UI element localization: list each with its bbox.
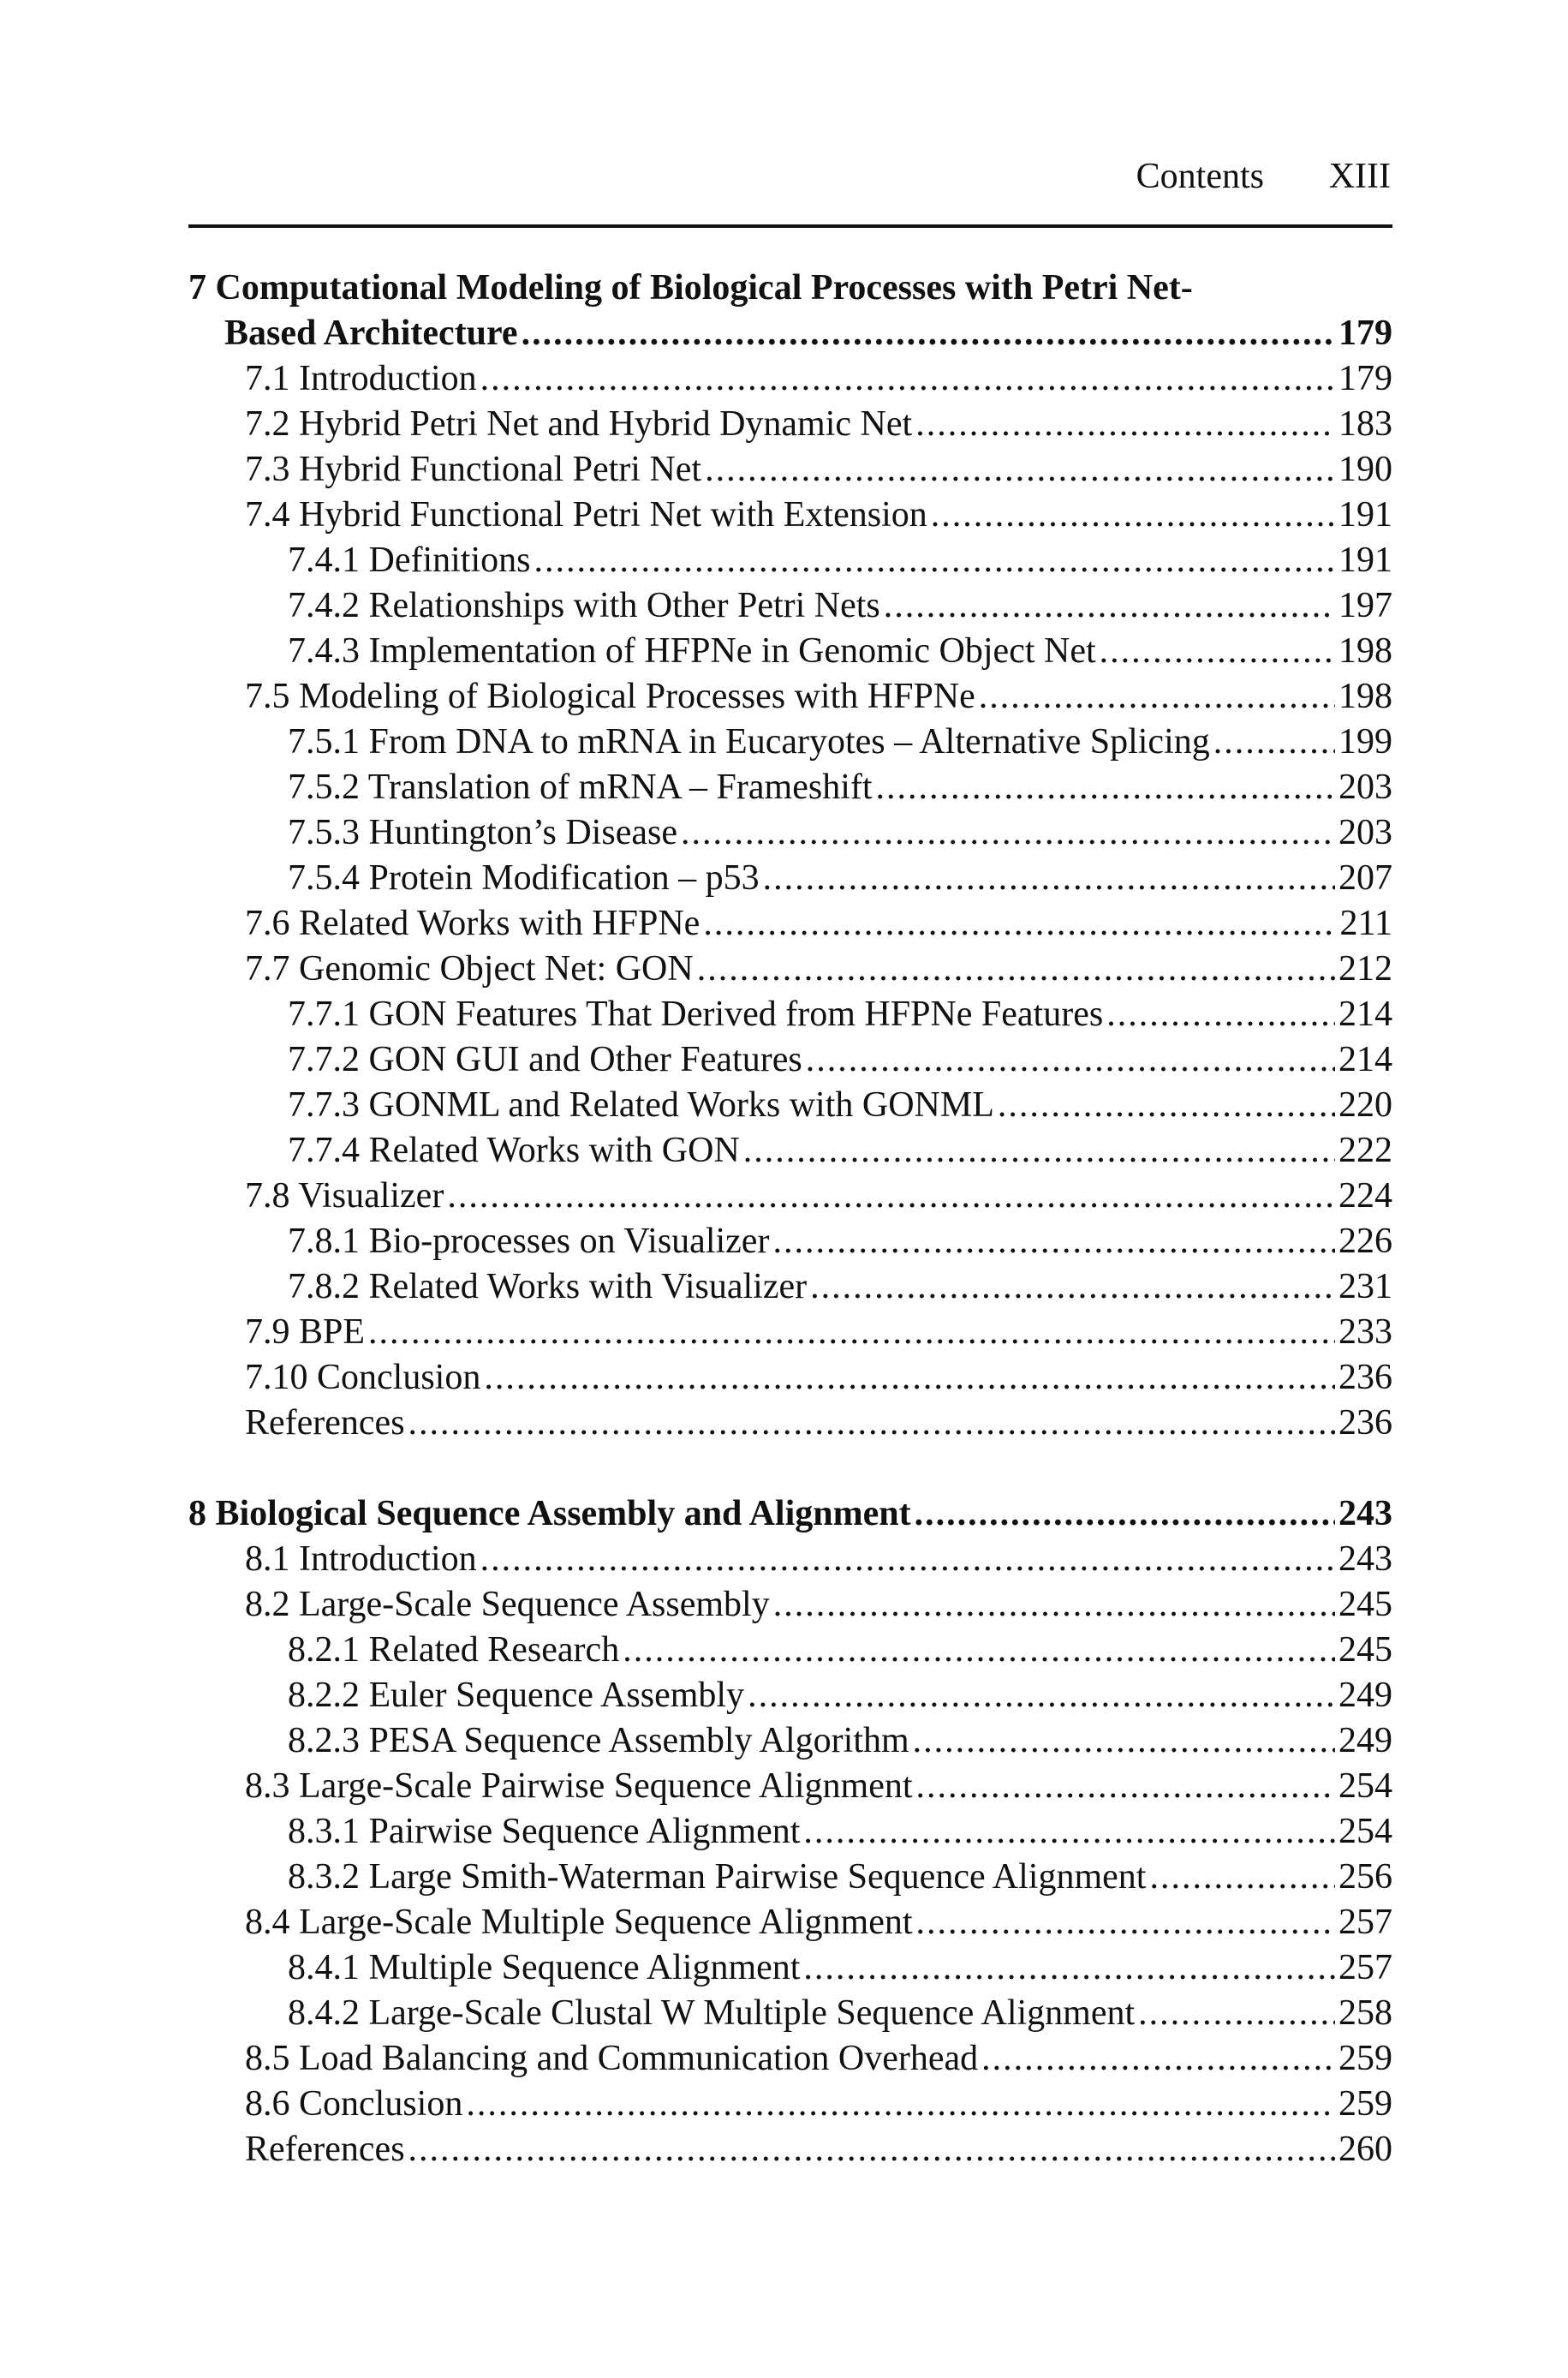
header-page-number: XIII (1328, 157, 1391, 196)
chapter-7 (188, 266, 1392, 1446)
toc-page: 198 (1338, 631, 1392, 671)
leader-dots (697, 947, 1335, 992)
toc-page: 260 (1338, 2130, 1392, 2169)
toc-page: 259 (1338, 2039, 1392, 2078)
toc-label: 7.5.4 Protein Modification – p53 (288, 858, 760, 898)
toc-label: 7.7 Genomic Object Net: GON (245, 949, 694, 989)
leader-dots (803, 1945, 1335, 1991)
toc-entry[interactable] (188, 2036, 1392, 2082)
toc-label: 7.5.3 Huntington’s Disease (288, 813, 677, 852)
leader-dots (480, 356, 1335, 402)
toc-entry[interactable] (188, 629, 1392, 674)
toc-page: 249 (1338, 1676, 1392, 1715)
table-of-contents (188, 266, 1392, 2172)
leader-dots (915, 1491, 1335, 1537)
leader-dots (772, 1219, 1335, 1264)
toc-page: 190 (1338, 450, 1392, 489)
leader-dots (1213, 720, 1335, 765)
toc-entry[interactable] (188, 1991, 1392, 2036)
toc-label: 7.6 Related Works with HFPNe (245, 904, 701, 943)
toc-page: 224 (1338, 1176, 1392, 1216)
leader-dots (998, 1083, 1335, 1128)
leader-dots (979, 674, 1335, 720)
toc-label: 7.5.2 Translation of mRNA – Frameshift (288, 768, 873, 807)
toc-page: 179 (1338, 314, 1392, 353)
leader-dots (447, 1174, 1335, 1219)
toc-page: 243 (1338, 1494, 1392, 1533)
toc-label: 8.2.2 Euler Sequence Assembly (288, 1676, 745, 1715)
leader-dots (1106, 992, 1335, 1037)
leader-dots (703, 901, 1336, 947)
toc-label: 7.4.1 Definitions (288, 541, 531, 580)
toc-page: 197 (1338, 586, 1392, 625)
toc-label: 7.4 Hybrid Functional Petri Net with Extension (245, 495, 927, 535)
toc-entry[interactable] (188, 1174, 1392, 1219)
chapter-title-line2[interactable] (188, 311, 1392, 356)
leader-dots (623, 1628, 1335, 1673)
toc-label: 8.6 Conclusion (245, 2084, 463, 2124)
toc-page: 203 (1338, 813, 1392, 852)
running-header (188, 156, 1392, 228)
toc-label: 7.10 Conclusion (245, 1358, 481, 1397)
leader-dots (368, 1310, 1335, 1355)
toc-page: 226 (1338, 1222, 1392, 1261)
toc-entry[interactable] (188, 856, 1392, 901)
toc-page: 258 (1338, 1993, 1392, 2033)
toc-label: 8.2 Large-Scale Sequence Assembly (245, 1585, 770, 1624)
leader-dots (748, 1673, 1335, 1718)
leader-dots (806, 1037, 1335, 1083)
toc-entry[interactable] (188, 1537, 1392, 1582)
toc-entry[interactable] (188, 720, 1392, 765)
toc-page: 191 (1338, 541, 1392, 580)
toc-entry[interactable] (188, 1037, 1392, 1083)
toc-label: 7.7.1 GON Features That Derived from HFPNe Features (288, 995, 1104, 1034)
toc-entry[interactable] (188, 1355, 1392, 1401)
toc-label: References (245, 1403, 405, 1443)
toc-page: 245 (1338, 1585, 1392, 1624)
leader-dots (916, 1900, 1335, 1945)
toc-entry[interactable] (188, 1900, 1392, 1945)
toc-page: 231 (1338, 1267, 1392, 1306)
toc-entry[interactable] (188, 1628, 1392, 1673)
leader-dots (913, 1718, 1335, 1764)
chapter-title-line1: 7 Computational Modeling of Biological Processes with Petri Net- (188, 268, 1193, 308)
toc-entry[interactable] (188, 1582, 1392, 1628)
leader-dots (1100, 629, 1335, 674)
toc-entry[interactable] (188, 1083, 1392, 1128)
leader-dots (705, 447, 1335, 493)
leader-dots (743, 1128, 1335, 1174)
toc-label: 7.8.1 Bio-processes on Visualizer (288, 1222, 770, 1261)
toc-entry[interactable] (188, 1128, 1392, 1174)
leader-dots (876, 765, 1335, 810)
toc-entry[interactable] (188, 1219, 1392, 1264)
toc-entry[interactable] (188, 2127, 1392, 2172)
leader-dots (534, 538, 1335, 583)
toc-page: 214 (1338, 1040, 1392, 1079)
toc-label: 7.5 Modeling of Biological Processes with HFPNe (245, 677, 975, 716)
toc-entry[interactable] (188, 1809, 1392, 1855)
toc-label: 7.2 Hybrid Petri Net and Hybrid Dynamic Net (245, 404, 913, 444)
toc-label: 8.4.1 Multiple Sequence Alignment (288, 1948, 801, 1987)
chapter-title[interactable] (188, 1491, 1392, 1537)
toc-page: 191 (1338, 495, 1392, 535)
toc-page: 254 (1338, 1766, 1392, 1806)
toc-label: 8.3 Large-Scale Pairwise Sequence Alignment (245, 1766, 913, 1806)
toc-label: 7.7.2 GON GUI and Other Features (288, 1040, 802, 1079)
leader-dots (466, 2082, 1335, 2127)
toc-label: 8 Biological Sequence Assembly and Alignment (188, 1494, 911, 1533)
toc-page: 259 (1338, 2084, 1392, 2124)
toc-label: 8.4 Large-Scale Multiple Sequence Alignment (245, 1903, 913, 1942)
toc-page: 214 (1338, 995, 1392, 1034)
toc-page: 257 (1338, 1903, 1392, 1942)
leader-dots (884, 583, 1335, 629)
toc-page: 211 (1339, 904, 1392, 943)
toc-page: 245 (1338, 1630, 1392, 1670)
toc-entry[interactable] (188, 356, 1392, 402)
toc-page: 179 (1338, 359, 1392, 398)
toc-label: 7.4.2 Relationships with Other Petri Nets (288, 586, 880, 625)
toc-page: 249 (1338, 1721, 1392, 1760)
toc-entry[interactable] (188, 1855, 1392, 1900)
toc-label: 7.7.3 GONML and Related Works with GONML (288, 1085, 994, 1125)
toc-label: 8.3.2 Large Smith-Waterman Pairwise Sequence Alignment (288, 1857, 1147, 1897)
toc-entry[interactable] (188, 810, 1392, 856)
toc-label: 7.7.4 Related Works with GON (288, 1131, 740, 1170)
toc-entry[interactable] (188, 1764, 1392, 1809)
leader-dots (1149, 1855, 1335, 1900)
toc-entry[interactable] (188, 1718, 1392, 1764)
toc-label: 8.3.1 Pairwise Sequence Alignment (288, 1812, 801, 1851)
leader-dots (773, 1582, 1335, 1628)
toc-label: 7.1 Introduction (245, 359, 477, 398)
leader-dots (408, 1401, 1335, 1446)
toc-label: 8.1 Introduction (245, 1539, 477, 1579)
toc-page: 183 (1338, 404, 1392, 444)
toc-entry[interactable] (188, 901, 1392, 947)
toc-page: 198 (1338, 677, 1392, 716)
leader-dots (931, 493, 1335, 538)
leader-dots (803, 1809, 1335, 1855)
toc-label: 8.5 Load Balancing and Communication Overhead (245, 2039, 979, 2078)
toc-entry[interactable] (188, 583, 1392, 629)
toc-label: 8.2.1 Related Research (288, 1630, 620, 1670)
leader-dots (810, 1264, 1335, 1310)
toc-label: 8.2.3 PESA Sequence Assembly Algorithm (288, 1721, 909, 1760)
toc-label: 7.9 BPE (245, 1312, 366, 1352)
toc-entry[interactable] (188, 2082, 1392, 2127)
toc-entry[interactable] (188, 447, 1392, 493)
leader-dots (763, 856, 1335, 901)
toc-entry[interactable] (188, 674, 1392, 720)
toc-entry[interactable] (188, 947, 1392, 992)
toc-page: 257 (1338, 1948, 1392, 1987)
toc-page: 254 (1338, 1812, 1392, 1851)
toc-entry[interactable] (188, 1673, 1392, 1718)
toc-label: 7.8 Visualizer (245, 1176, 444, 1216)
toc-label: 7.5.1 From DNA to mRNA in Eucaryotes – Alternative Splicing (288, 722, 1210, 762)
leader-dots (681, 810, 1335, 856)
toc-page: 203 (1338, 768, 1392, 807)
toc-page: 236 (1338, 1403, 1392, 1443)
leader-dots (916, 1764, 1335, 1809)
toc-page: 220 (1338, 1085, 1392, 1125)
toc-label: 7.3 Hybrid Functional Petri Net (245, 450, 702, 489)
toc-label: References (245, 2130, 405, 2169)
chapter-8 (188, 1491, 1392, 2172)
leader-dots (408, 2127, 1335, 2172)
toc-entry[interactable] (188, 402, 1392, 447)
toc-entry[interactable] (188, 992, 1392, 1037)
leader-dots (1138, 1991, 1335, 2036)
toc-page: 243 (1338, 1539, 1392, 1579)
toc-entry[interactable] (188, 1401, 1392, 1446)
leader-dots (915, 402, 1335, 447)
toc-page: 236 (1338, 1358, 1392, 1397)
toc-entry[interactable] (188, 538, 1392, 583)
toc-entry[interactable] (188, 1264, 1392, 1310)
toc-entry[interactable] (188, 1945, 1392, 1991)
toc-entry[interactable] (188, 1310, 1392, 1355)
toc-page: 222 (1338, 1131, 1392, 1170)
leader-dots (522, 311, 1335, 356)
toc-page: 256 (1338, 1857, 1392, 1897)
leader-dots (480, 1537, 1335, 1582)
toc-label: 7.4.3 Implementation of HFPNe in Genomic Object Net (288, 631, 1096, 671)
toc-entry[interactable] (188, 765, 1392, 810)
toc-label: 7.8.2 Related Works with Visualizer (288, 1267, 808, 1306)
leader-dots (484, 1355, 1335, 1401)
header-title: Contents (1136, 157, 1264, 196)
toc-page: 212 (1338, 949, 1392, 989)
toc-page: 207 (1338, 858, 1392, 898)
toc-label: 8.4.2 Large-Scale Clustal W Multiple Sequence Alignment (288, 1993, 1136, 2033)
toc-page: 199 (1338, 722, 1392, 762)
toc-page: 233 (1338, 1312, 1392, 1352)
toc-entry[interactable] (188, 493, 1392, 538)
leader-dots (981, 2036, 1335, 2082)
chapter-spacer (188, 1446, 1392, 1491)
toc-label: Based Architecture (224, 314, 518, 353)
